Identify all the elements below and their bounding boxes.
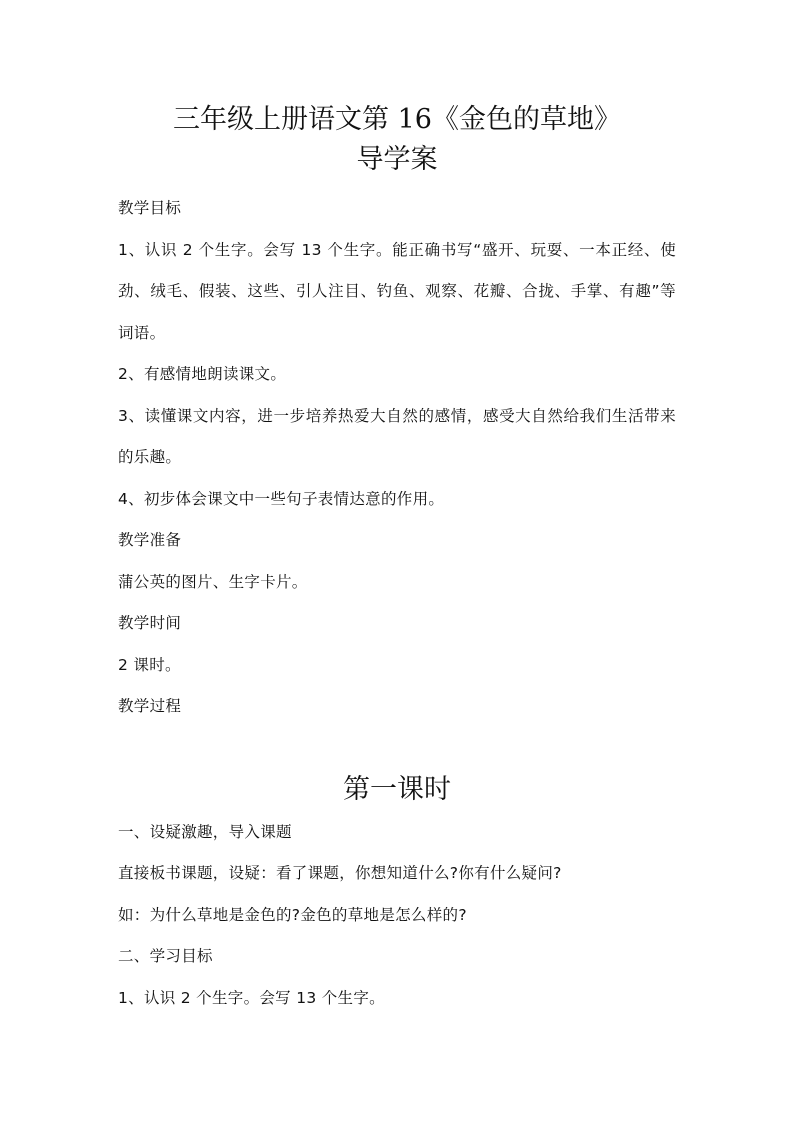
lesson-part2-line-1: 1、认识 2 个生字。会写 13 个生字。 [118,988,385,1007]
time-text: 2 课时。 [118,655,181,674]
blank-line [118,728,676,770]
section-heading-process: 教学过程 [118,697,182,715]
goal-item-4: 4、初步体会课文中一些句子表情达意的作用。 [118,489,445,508]
goal-item-2: 2、有感情地朗读课文。 [118,365,287,383]
lesson-part1-line-1: 直接板书课题，设疑：看了课题，你想知道什么?你有什么疑问? [118,864,562,882]
document-title: 三年级上册语文第 16《金色的草地》 [173,104,621,135]
lesson-part1-line-2: 如：为什么草地是金色的?金色的草地是怎么样的? [118,905,467,924]
section-heading-preparation: 教学准备 [118,531,182,549]
lesson-title: 第一课时 [343,773,451,805]
lesson-part2-heading: 二、学习目标 [118,947,213,965]
lesson-part1-heading: 一、设疑激趣，导入课题 [118,822,292,841]
section-heading-time: 教学时间 [118,614,182,632]
goal-item-1: 1、认识 2 个生字。会写 13 个生字。能正确书写“盛开、玩耍、一本正经、使劲、绒毛、假装、这些、引人注目、钓鱼、观察、花瓣、合拢、手掌、有趣”等词语。 [118,240,676,342]
preparation-text: 蒲公英的图片、生字卡片。 [118,572,308,591]
document-subtitle: 导学案 [356,144,438,175]
goal-item-3: 3、读懂课文内容，进一步培养热爱大自然的感情，感受大自然给我们生活带来的乐趣。 [118,406,676,466]
section-heading-goals: 教学目标 [118,199,182,217]
